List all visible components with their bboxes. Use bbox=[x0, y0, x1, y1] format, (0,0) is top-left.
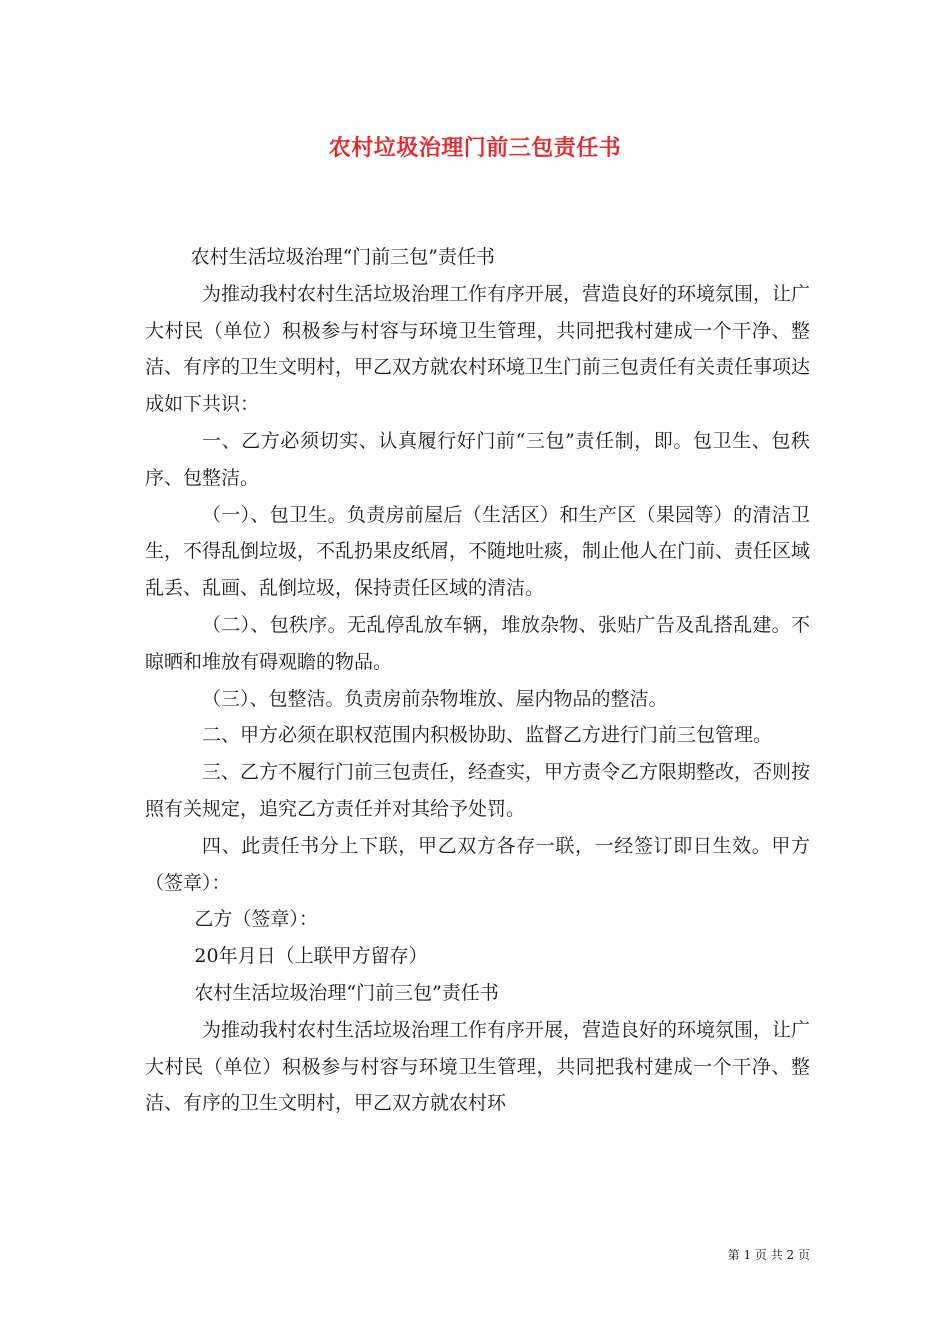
paragraph-item-1: 一、乙方必须切实、认真履行好门前“三包”责任制，即。包卫生、包秩序、包整洁。 bbox=[145, 429, 810, 489]
paragraph-sub-3: （三）、包整洁。负责房前杂物堆放、屋内物品的整洁。 bbox=[202, 687, 668, 710]
paragraph-subtitle: 农村生活垃圾治理“门前三包”责任书 bbox=[190, 246, 496, 268]
paragraph-item-3: 三、乙方不履行门前三包责任，经查实，甲方责令乙方限期整改，否则按照有关规定，追究乙方责任并对其给予处罚。 bbox=[145, 761, 811, 820]
paragraph-sub-2: （二）、包秩序。无乱停乱放车辆，堆放杂物、张贴广告及乱搭乱建。不晾晒和堆放有碍观瞻的物品。 bbox=[145, 613, 810, 673]
paragraph-date: 20年月日（上联甲方留存） bbox=[194, 945, 428, 968]
paragraph-item-2: 二、甲方必须在职权范围内积极协助、监督乙方进行门前三包管理。 bbox=[202, 724, 773, 747]
paragraph-intro-2: 为推动我村农村生活垃圾治理工作有序开展，营造良好的环境氛围，让广大村民（单位）积极参与村容与环境卫生管理，共同把我村建成一个干净、整洁、有序的卫生文明村，甲乙双方就农村环 bbox=[145, 1018, 811, 1115]
paragraph-subtitle-2: 农村生活垃圾治理“门前三包”责任书 bbox=[194, 981, 499, 1004]
document-title: 农村垃圾治理门前三包责任书 bbox=[328, 135, 622, 161]
paragraph-intro: 为推动我村农村生活垃圾治理工作有序开展，营造良好的环境氛围，让广大村民（单位）积极参与村容与环境卫生管理，共同把我村建成一个干净、整洁、有序的卫生文明村，甲乙双方就农村环境卫生门前三包责任有关责任事项达成如下共识： bbox=[145, 282, 811, 416]
paragraph-party-b-sign: 乙方（签章）： bbox=[194, 908, 318, 931]
document-body bbox=[145, 239, 810, 1122]
page-number: 第 1 页 共 2 页 bbox=[727, 1248, 810, 1262]
paragraph-sub-1: （一）、包卫生。负责房前屋后（生活区）和生产区（果园等）的清洁卫生，不得乱倒垃圾，不乱扔果皮纸屑，不随地吐痰，制止他人在门前、责任区域乱丢、乱画、乱倒垃圾，保持责任区域的清洁。 bbox=[145, 503, 811, 600]
paragraph-item-4: 四、此责任书分上下联，甲乙双方各存一联，一经签订即日生效。甲方（签章）： bbox=[145, 834, 810, 894]
